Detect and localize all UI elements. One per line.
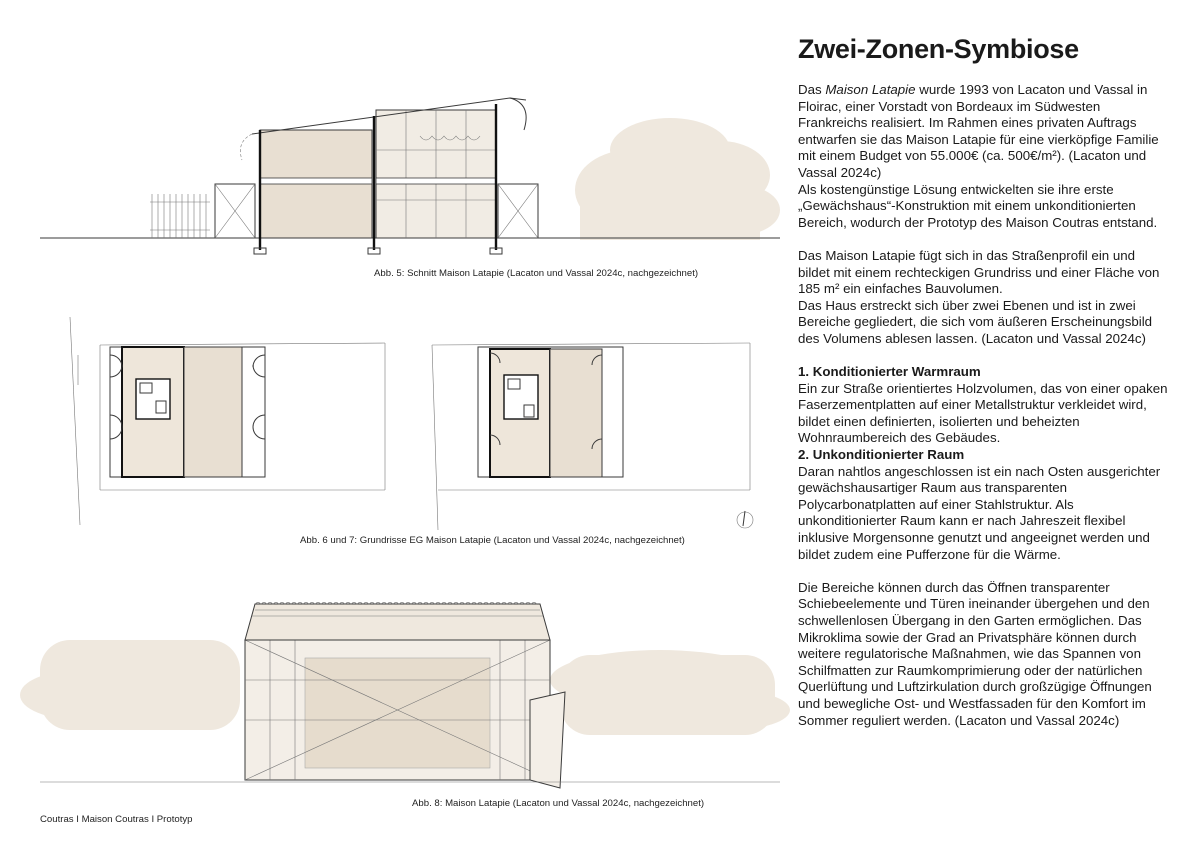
paragraph-volume: Das Maison Latapie fügt sich in das Straßenprofil ein und bildet mit einem rechteckigen Grundriss und einer Fläche von 185 m² ein einfaches Bauvolumen. [798,247,1160,297]
floor-plan-left [40,315,400,525]
caption-section: Abb. 5: Schnitt Maison Latapie (Lacaton und Vassal 2024c, nachgezeichnet) [374,268,699,279]
plan-greenhouse-zone [184,347,242,477]
open-door [530,692,565,788]
page-title: Zwei-Zonen-Symbiose [798,34,1079,64]
section-drawing [40,90,780,265]
elevation-drawing [40,600,780,795]
paragraph-transitions: Die Bereiche können durch das Öffnen transparenter Schiebeelemente und Türen ineinander übergehen und den schwellenlosen Übergang in den Garten ermöglichen. Das Mikroklima sowie der Grad an Privatsphäre können durch weitere regulatorische Maßnahmen, wie das Spannen von Schilfmatten zur Raumkomprimierung oder der natürlichen Querlüftung und Luftzirkulation durch großzügige Öffnungen und bewegliche Ost- und Westfassaden für den Komfort im Sommer reguliert werden. (Lacaton und Vassal 2024c) [798,579,1152,728]
fence [150,194,210,238]
caption-elevation: Abb. 8: Maison Latapie (Lacaton und Vassal 2024c, nachgezeichnet) [412,798,705,809]
paragraph-levels: Das Haus erstreckt sich über zwei Ebenen und ist in zwei Bereiche gegliedert, die sich vom äußeren Erscheinungsbild des Volumens ablesen lassen. (Lacaton und Vassal 2024c) [798,297,1153,346]
footer-label: Coutras I Maison Coutras I Prototyp [40,814,193,825]
body-text [798,82,1170,729]
floor-plan-right [430,315,760,530]
roof [245,604,550,640]
intro-text-b: wurde 1993 von Lacaton und Vassal in Floirac, einer Vorstadt von Bordeaux im Südwesten Frankreichs realisiert. Im Rahmen eines privaten Auftrags entwarfen sie das Maison Latapie für eine vierköpfige Familie mit einem Budget von 55.000€ (ca. 500€/m²). (Lacaton und Vassal 2024c) [798,82,1159,180]
heading-warm-room: 1. Konditionierter Warmraum [798,364,981,380]
caption-plans: Abb. 6 und 7: Grundrisse EG Maison Latapie (Lacaton und Vassal 2024c, nachgezeichnet) [300,535,685,546]
heading-unconditioned-room: 2. Unkonditionierter Raum [798,447,965,463]
paragraph-warm-room: Ein zur Straße orientiertes Holzvolumen, das von einer opaken Faserzementplatten auf einer Metallstruktur verkleidet wird, bildet einen definierten, isolierten und beheizten Wohnraumbereich des Gebäudes. [798,380,1168,446]
north-arrow-icon [737,511,753,528]
paragraph-intro [798,82,1170,182]
intro-italic: Maison Latapie [825,82,916,97]
tree-silhouettes [575,118,780,240]
paragraph-unconditioned-room: Daran nahtlos angeschlossen ist ein nach Osten ausgerichter gewächshausartiger Raum aus transparenten Polycarbonatplatten auf einer Stahlstruktur. Als unkonditionierter Raum kann er nach Jahreszeit flexibel inklusive Morgensonne genutzt und angeeignet werden und bildet zudem eine Pufferzone für die Wärme. [798,463,1161,562]
roof-gutter [510,98,526,130]
intro-text-a: Das [798,82,826,97]
paragraph-prototype: Als kostengünstige Lösung entwickelten sie ihre erste „Gewächshaus“-Konstruktion mit einem unkonditionierten Bereich, wodurch der Prototyp des Maison Coutras entstand. [798,181,1158,230]
